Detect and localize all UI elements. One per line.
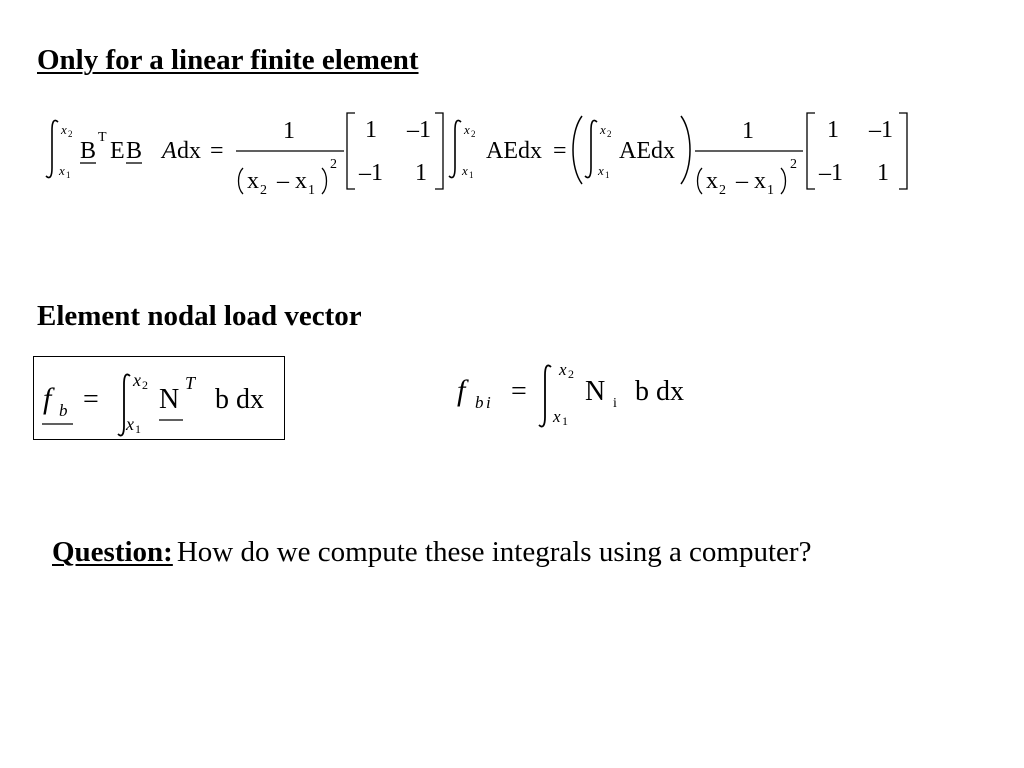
math-symbol: x — [706, 168, 718, 194]
math-symbol: b dx — [635, 376, 684, 407]
math-symbol: x — [559, 360, 567, 379]
math-symbol: x — [598, 163, 604, 178]
m2-11: 1 — [827, 117, 839, 143]
math-symbol: x — [133, 370, 141, 390]
x1-den-1: x — [295, 168, 307, 194]
math-symbol: = — [511, 376, 527, 407]
numerator-2: 1 — [742, 118, 754, 144]
math-symbol: 2 — [330, 157, 337, 172]
AEdx-1: AEdx — [486, 138, 542, 164]
upper-limit-x: x — [61, 122, 67, 137]
m2-22: 1 — [877, 160, 889, 186]
AEdx-2: AEdx — [619, 138, 675, 164]
stiffness-equation — [0, 100, 1024, 210]
transpose-T: T — [98, 130, 107, 145]
m1-21: –1 — [359, 160, 383, 186]
lower-limit-x: x — [59, 163, 65, 178]
math-symbol: i — [613, 396, 617, 411]
heading-load-vector: Element nodal load vector — [37, 300, 362, 332]
x2-den-1: x — [247, 168, 259, 194]
math-symbol: b — [475, 393, 484, 412]
math-symbol: 1 — [562, 414, 568, 428]
math-symbol: 2 — [719, 183, 726, 198]
math-symbol: 2 — [607, 129, 612, 139]
E-symbol: E — [110, 138, 125, 164]
math-symbol: = — [83, 384, 99, 415]
A-symbol: A — [162, 138, 177, 164]
equals-2: = — [553, 138, 567, 164]
math-symbol: 2 — [260, 183, 267, 198]
math-symbol: x — [464, 122, 470, 137]
N-matrix: N — [159, 384, 180, 415]
upper-limit-sub: 2 — [68, 129, 73, 139]
B-matrix: B — [126, 138, 143, 164]
m2-21: –1 — [819, 160, 843, 186]
math-symbol: b — [59, 401, 68, 420]
math-symbol: x — [126, 414, 134, 434]
math-symbol: x — [754, 168, 766, 194]
m1-11: 1 — [365, 117, 377, 143]
f-symbol: f — [43, 382, 52, 415]
math-symbol: 1 — [308, 183, 315, 198]
load-vector-component-equation — [455, 355, 715, 435]
numerator-1: 1 — [283, 118, 295, 144]
N-i: N — [585, 376, 606, 407]
question-label: Question: — [52, 536, 173, 568]
math-symbol: – — [736, 168, 748, 194]
math-symbol: i — [486, 393, 491, 412]
b-dx: b dx — [215, 384, 264, 415]
math-symbol: 1 — [469, 170, 474, 180]
math-symbol: 1 — [767, 183, 774, 198]
m1-12: –1 — [407, 117, 431, 143]
math-symbol: – — [277, 168, 289, 194]
math-symbol: 2 — [471, 129, 476, 139]
math-symbol: x — [600, 122, 606, 137]
dx-1: dx — [177, 138, 201, 164]
m1-22: 1 — [415, 160, 427, 186]
math-symbol: 2 — [568, 367, 574, 381]
heading-linear-element: Only for a linear finite element — [37, 44, 419, 76]
load-vector-equation — [33, 356, 293, 446]
math-symbol: T — [185, 373, 196, 393]
math-symbol: 2 — [142, 378, 148, 392]
m2-12: –1 — [869, 117, 893, 143]
lower-limit-sub: 1 — [66, 170, 71, 180]
math-symbol: f — [457, 374, 466, 407]
B-transpose: B — [80, 138, 97, 164]
math-symbol: x — [462, 163, 468, 178]
question-line — [52, 536, 811, 569]
question-text: How do we compute these integrals using a computer? — [176, 536, 812, 568]
math-symbol: 1 — [605, 170, 610, 180]
integral-sign — [46, 120, 58, 177]
math-symbol: 1 — [135, 422, 141, 436]
equals-1: = — [210, 138, 224, 164]
math-symbol: 2 — [790, 157, 797, 172]
math-symbol: x — [553, 407, 561, 426]
